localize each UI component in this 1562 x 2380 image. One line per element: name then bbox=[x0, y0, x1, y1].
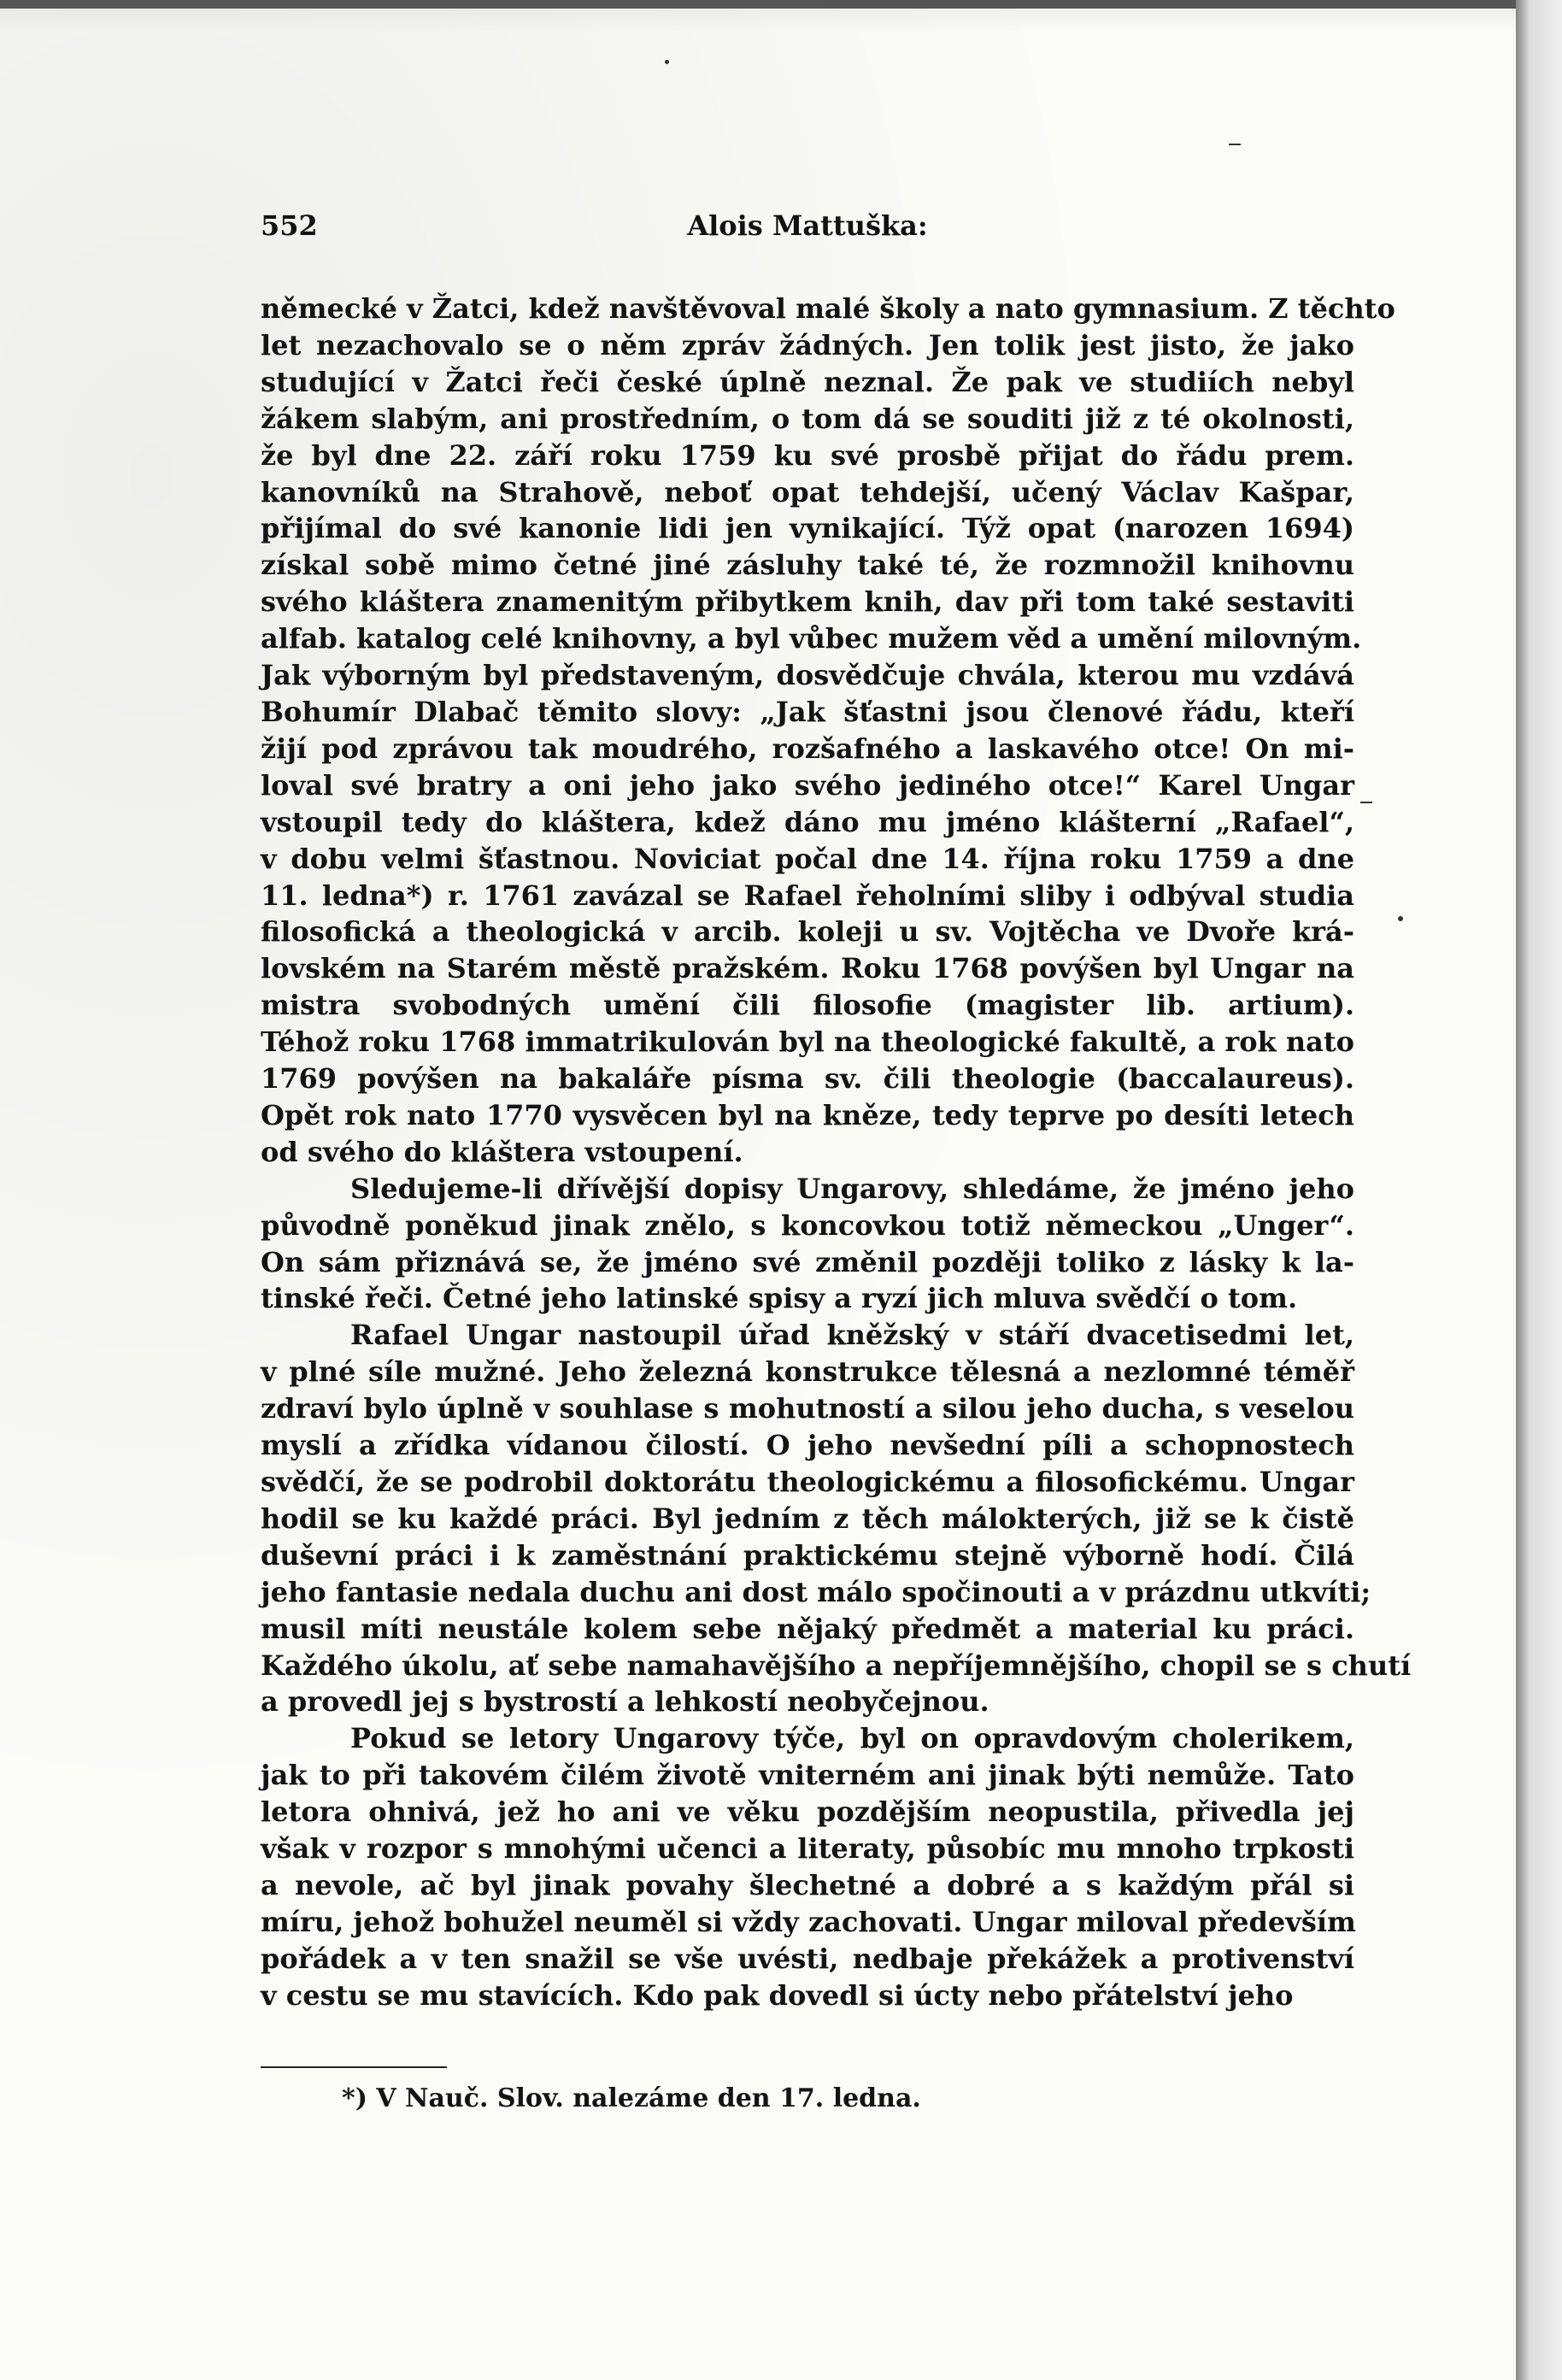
text-line: Jak výborným byl představeným, dosvědčuje chvála, kterou mu vzdává bbox=[261, 659, 1354, 692]
text-line: žákem slabým, ani prostředním, o tom dá se souditi již z té okolnosti, bbox=[261, 402, 1354, 435]
scan-speck bbox=[1360, 802, 1372, 803]
paragraph bbox=[261, 1171, 1354, 1318]
text-line: jak to při takovém čilém životě vniterném ani jinak býti nemůže. Tato bbox=[261, 1759, 1354, 1792]
text-line: musil míti neustále kolem sebe nějaký předmět a material ku práci. bbox=[261, 1612, 1354, 1645]
text-line: filosofická a theologická v arcib. koleji u sv. Vojtěcha ve Dvoře krá- bbox=[261, 915, 1354, 949]
text-line: 1769 povýšen na bakaláře písma sv. čili theologie (baccalaureus). bbox=[261, 1062, 1354, 1096]
scan-speck bbox=[1229, 144, 1241, 145]
text-line: myslí a zřídka vídanou čilostí. O jeho nevšední píli a schopnostech bbox=[261, 1429, 1354, 1462]
text-line: Opět rok nato 1770 vysvěcen byl na kněze, tedy teprve po desíti letech bbox=[261, 1098, 1354, 1131]
footnote: *) V Nauč. Slov. nalezáme den 17. ledna. bbox=[342, 2083, 921, 2113]
text-line: Téhož roku 1768 immatrikulován byl na theologické fakultě, a rok nato bbox=[261, 1025, 1354, 1059]
text-line: původně poněkud jinak znělo, s koncovkou totiž německou „Unger“. bbox=[261, 1208, 1354, 1242]
text-line: 11. ledna*) r. 1761 zavázal se Rafael řeholními sliby i odbýval studia bbox=[261, 879, 1354, 912]
running-head: Alois Mattuška: bbox=[687, 209, 928, 242]
text-line: přijímal do své kanonie lidi jen vynikající. Týž opat (narozen 1694) bbox=[261, 512, 1354, 545]
text-line: mistra svobodných umění čili filosofie (magister lib. artium). bbox=[261, 989, 1354, 1022]
paragraph bbox=[261, 1720, 1354, 2013]
text-line: získal sobě mimo četné jiné zásluhy také té, že rozmnožil knihovnu bbox=[261, 549, 1354, 582]
text-line: Každého úkolu, ať sebe namahavějšího a nepříjemnějšího, chopil se s chutí bbox=[261, 1648, 1412, 1682]
text-line: Bohumír Dlabač těmito slovy: „Jak šťastni jsou členové řádu, kteří bbox=[261, 695, 1354, 728]
text-line: v plné síle mužné. Jeho železná konstrukce tělesná a nezlomné téměř bbox=[261, 1355, 1354, 1389]
text-line: hodil se ku každé práci. Byl jedním z těch málokterých, již se k čistě bbox=[261, 1501, 1354, 1535]
text-line: loval své bratry a oni jeho jako svého jediného otce!“ Karel Ungar bbox=[261, 768, 1354, 802]
paragraph bbox=[261, 1317, 1412, 1720]
text-line: alfab. katalog celé knihovny, a byl vůbec mužem věd a umění milovným. bbox=[261, 622, 1362, 655]
text-line: kanovníků na Strahově, neboť opat tehdejší, učený Václav Kašpar, bbox=[261, 475, 1354, 508]
text-line: pořádek a v ten snažil se vše uvésti, nedbaje překážek a protivenství bbox=[261, 1942, 1354, 1975]
text-line: tinské řeči. Četné jeho latinské spisy a ryzí jich mluva svědčí o tom. bbox=[261, 1282, 1298, 1315]
text-line: letora ohnivá, jež ho ani ve věku pozdějším neopustila, přivedla jej bbox=[261, 1795, 1354, 1829]
text-line: a nevole, ač byl jinak povahy šlechetné a dobré a s každým přál si bbox=[261, 1868, 1354, 1901]
text-line: Pokud se letory Ungarovy týče, byl on opravdovým cholerikem, bbox=[350, 1722, 1354, 1755]
top-edge-shadow bbox=[0, 0, 1516, 9]
text-line: lovském na Starém městě pražském. Roku 1768 povýšen byl Ungar na bbox=[261, 952, 1354, 985]
scan-speck bbox=[665, 60, 669, 64]
text-line: míru, jehož bohužel neuměl si vždy zachovati. Ungar miloval především bbox=[261, 1905, 1356, 1938]
text-line: že byl dne 22. září roku 1759 ku své prosbě přijat do řádu prem. bbox=[261, 438, 1354, 472]
text-line: svědčí, že se podrobil doktorátu theologickému a filosofickému. Ungar bbox=[261, 1466, 1354, 1498]
text-line: v dobu velmi šťastnou. Noviciat počal dne 14. října roku 1759 a dne bbox=[261, 842, 1354, 875]
text-line: svého kláštera znamenitým přibytkem knih, dav při tom také sestaviti bbox=[261, 585, 1354, 619]
text-line: však v rozpor s mnohými učenci a literaty, působíc mu mnoho trpkosti bbox=[261, 1832, 1354, 1866]
text-line: let nezachovalo se o něm zpráv žádných. Jen tolik jest jisto, že jako bbox=[261, 328, 1354, 361]
paragraph bbox=[261, 291, 1395, 1171]
text-line: žijí pod zprávou tak moudrého, rozšafného a laskavého otce! On mi- bbox=[261, 732, 1354, 765]
text-line: a provedl jej s bystrostí a lehkostí neobyčejnou. bbox=[261, 1685, 989, 1719]
text-line: jeho fantasie nedala duchu ani dost málo spočinouti a v prázdnu utkvíti; bbox=[261, 1575, 1371, 1608]
text-line: v cestu se mu stavících. Kdo pak dovedl si úcty nebo přátelství jeho bbox=[261, 1978, 1294, 2012]
text-line: vstoupil tedy do kláštera, kdež dáno mu jméno klášterní „Rafael“, bbox=[261, 805, 1354, 838]
text-line: zdraví bylo úplně v souhlase s mohutností a silou jeho ducha, s veselou bbox=[261, 1392, 1354, 1425]
text-line: duševní práci i k zaměstnání praktickému stejně výborně hodí. Čilá bbox=[261, 1538, 1354, 1572]
page-number: 552 bbox=[261, 209, 318, 242]
text-line: studující v Žatci řeči české úplně neznal. Že pak ve studiích nebyl bbox=[261, 365, 1354, 398]
text-line: Rafael Ungar nastoupil úřad kněžský v stáří dvacetisedmi let, bbox=[350, 1319, 1354, 1352]
text-line: od svého do kláštera vstoupení. bbox=[261, 1135, 743, 1168]
scan-speck bbox=[1398, 916, 1403, 921]
text-line: On sám přiznává se, že jméno své změnil později toliko z lásky k la- bbox=[261, 1245, 1354, 1278]
text-line: německé v Žatci, kdež navštěvoval malé školy a nato gymnasium. Z těchto bbox=[261, 292, 1395, 325]
main-text bbox=[261, 291, 1412, 2014]
text-line: Sledujeme-li dřívější dopisy Ungarovy, shledáme, že jméno jeho bbox=[350, 1172, 1354, 1205]
footnote-rule bbox=[261, 2066, 447, 2068]
